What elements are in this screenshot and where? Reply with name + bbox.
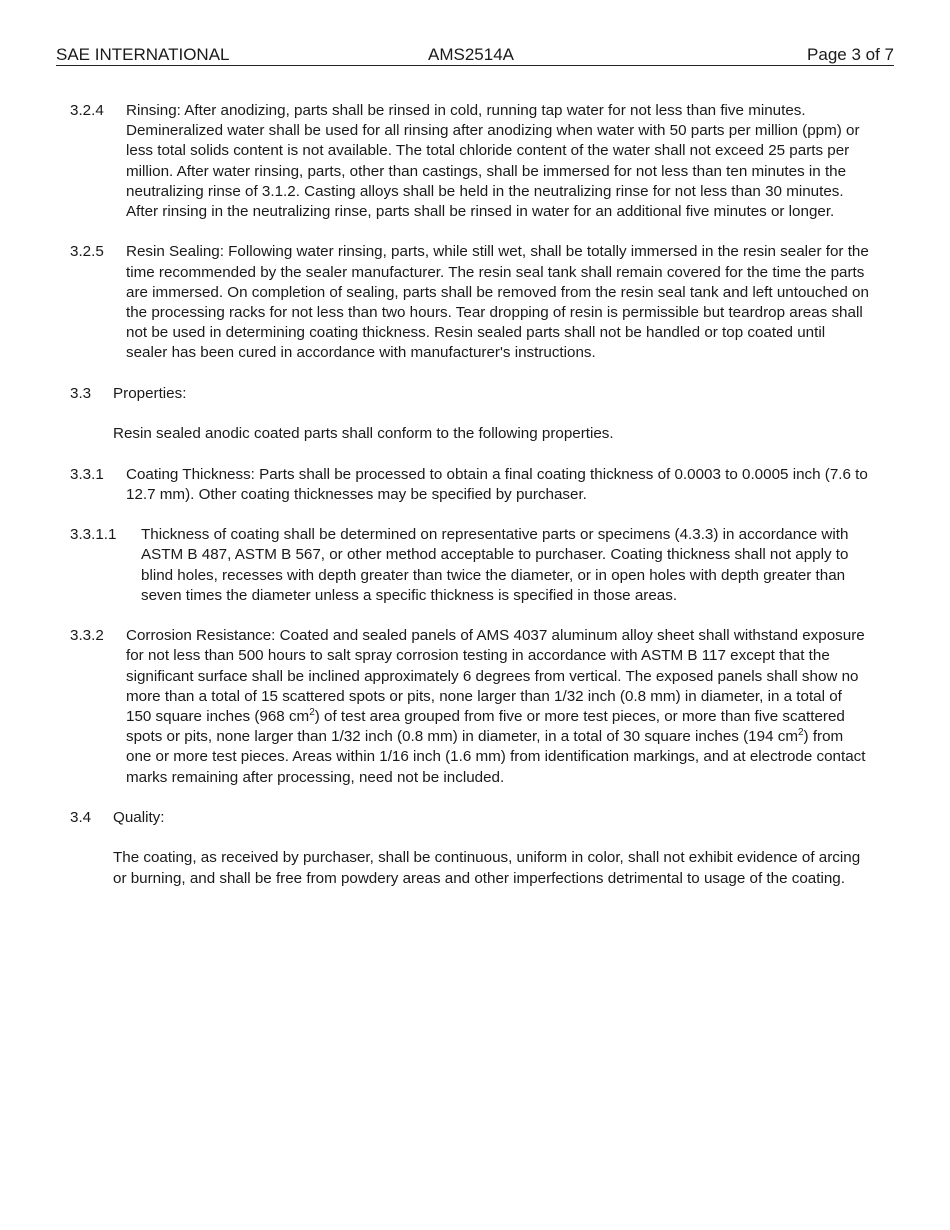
section-text-part: ) from one or more test pieces. Areas within 1/16 inch (1.6 mm) from identification markings, and at electrode contact marks remaining after processing, need not be included. [126,728,866,786]
section-title: Properties: [113,384,187,402]
section-text: Rinsing: After anodizing, parts shall be rinsed in cold, running tap water for not less than five minutes. Demineralized water shall be used for all rinsing after anodizing when water with 50 parts per million (ppm) or less total solids content is not available. The total chloride content of the water shall not exceed 25 parts per million. After water rinsing, parts, other than castings, shall be immersed for not less than ten minutes in the neutralizing rinse of 3.1.2. Casting alloys shall be held in the neutralizing rinse for not less than 30 minutes. After rinsing in the neutralizing rinse, parts shall be rinsed in water for an additional five minutes or longer. [126,102,860,221]
section-3-4-text: The coating, as received by purchaser, shall be continuous, uniform in color, shall not exhibit evidence of arcing or burning, and shall be free from powdery areas and other imperfections detrimental to usage of the coating. [113,849,861,887]
section-text [70,626,870,788]
section-text: Resin Sealing: Following water rinsing, parts, while still wet, shall be totally immersed in the resin sealer for the time recommended by the sealer manufacturer. The resin seal tank shall remain covered for the time the parts are immersed. On completion of sealing, parts shall be removed from the resin seal tank and left untouched on the processing racks for not less than two hours. Tear dropping of resin is permissible but teardrop areas shall not be used in determining coating thickness. Resin sealed parts shall not be handled or top coated until sealer has been cured in accordance with manufacturer's instructions. [126,243,869,362]
superscript: 2 [797,727,804,739]
section-number: 3.2.4 [70,102,104,119]
section-number: 3.3.2 [70,627,104,645]
section-number: 3.3.1 [70,465,104,483]
document-body [70,101,870,909]
header-page-number: Page 3 of 7 [807,45,894,64]
section-text: Thickness of coating shall be determined on representative parts or specimens (4.3.3) in accordance with ASTM B 487, ASTM B 567, or other method acceptable to purchaser. Coating thickness shall not apply to blind holes, recesses with depth greater than twice the diameter, or in open holes with depth greater than seven times the diameter unless a specific thickness is specified in those areas. [141,526,849,604]
section-number: 3.3 [70,384,92,402]
section-number: 3.2.5 [70,243,104,261]
section-3-3-1 [70,465,870,505]
section-3-3-heading [70,384,870,404]
section-text-part: Corrosion Resistance: Coated and sealed panels of AMS 4037 aluminum alloy sheet shall withstand exposure for not less than 500 hours to salt spray corrosion testing in accordance with ASTM B 117 except that the significant surface shall be inclined approximately 6 degrees from vertical. The exposed panels shall show no more than a total of 15 scattered spots or pits, none larger than 1/32 inch (0.8 mm) in diameter, in a total of 150 square inches (968 cm [126,627,865,725]
section-3-4-heading [70,808,870,828]
header-document-id: AMS2514A [428,45,514,64]
section-3-3-intro: Resin sealed anodic coated parts shall conform to the following properties. [113,425,614,443]
section-3-3-1-1 [70,525,870,606]
section-title: Quality: [113,809,165,826]
section-text-part: ) of test area grouped from five or more test pieces, or more than five scattered spots or pits, none larger than 1/32 inch (0.8 mm) in diameter, in a total of 30 square inches (194 cm [126,708,845,746]
section-number: 3.4 [70,809,92,826]
section-text: Coating Thickness: Parts shall be processed to obtain a final coating thickness of 0.0003 to 0.0005 inch (7.6 to 12.7 mm). Other coating thicknesses may be specified by purchaser. [126,465,868,503]
section-3-2-4 [70,101,870,222]
superscript: 2 [309,706,315,718]
header-organization: SAE INTERNATIONAL [56,45,230,64]
page-header [56,44,894,66]
section-number: 3.3.1.1 [70,526,117,544]
section-3-2-5 [70,242,870,363]
section-3-3-2 [70,626,870,788]
